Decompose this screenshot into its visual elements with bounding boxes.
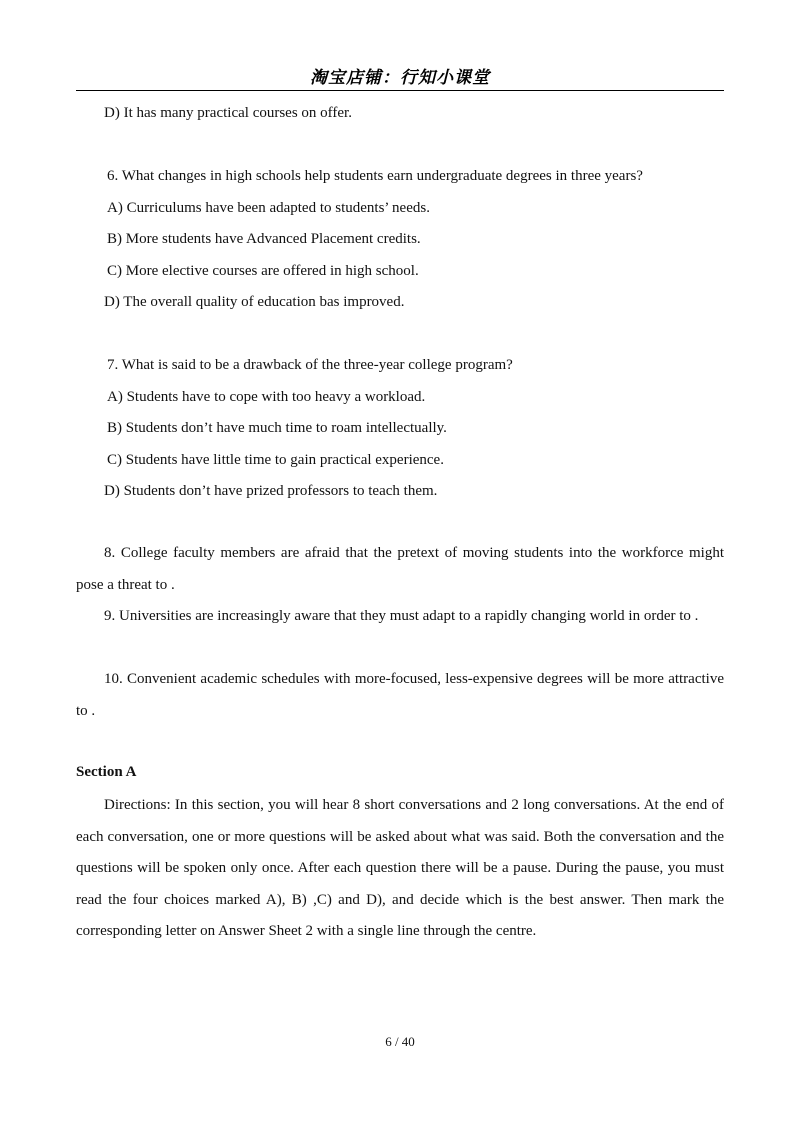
question-8-fill-in: 8. College faculty members are afraid that the pretext of moving students into the workforce might pose a threat to .: [76, 545, 724, 593]
question-6-option-d: D) The overall quality of education bas improved.: [104, 294, 405, 310]
question-5-option-d: D) It has many practical courses on offer.: [104, 105, 352, 121]
question-7-option-c: C) Students have little time to gain practical experience.: [107, 452, 444, 468]
question-7-option-a: A) Students have to cope with too heavy a workload.: [107, 389, 426, 405]
question-9-fill-in: 9. Universities are increasingly aware that they must adapt to a rapidly changing world in order to .: [104, 608, 699, 624]
header-divider: [76, 90, 724, 91]
question-10-fill-in: 10. Convenient academic schedules with more-focused, less-expensive degrees will be more attractive to .: [76, 671, 724, 719]
question-7-option-b: B) Students don’t have much time to roam intellectually.: [107, 420, 447, 436]
section-title: Section A: [76, 764, 137, 780]
question-6-option-b: B) More students have Advanced Placement credits.: [107, 231, 421, 247]
question-6-option-c: C) More elective courses are offered in high school.: [107, 263, 419, 279]
page-header-title: 淘宝店铺：行知小课堂: [310, 68, 490, 88]
question-6-option-a: A) Curriculums have been adapted to students’ needs.: [107, 200, 430, 216]
section-directions: Directions: In this section, you will hear 8 short conversations and 2 long conversations. At the end of each conversation, one or more questions will be asked about what was said. Both the conversation and the questions will be spoken only once. After each question there will be a pause. During the pause, you must read the four choices marked A), B) ,C) and D), and decide which is the best answer. Then mark the corresponding letter on Answer Sheet 2 with a single line through the centre.: [76, 797, 724, 940]
page-number: 6 / 40: [385, 1034, 415, 1049]
question-7-stem: 7. What is said to be a drawback of the three-year college program?: [107, 357, 513, 373]
question-7-option-d: D) Students don’t have prized professors to teach them.: [104, 483, 438, 499]
question-6-stem: 6. What changes in high schools help students earn undergraduate degrees in three years?: [107, 168, 643, 184]
